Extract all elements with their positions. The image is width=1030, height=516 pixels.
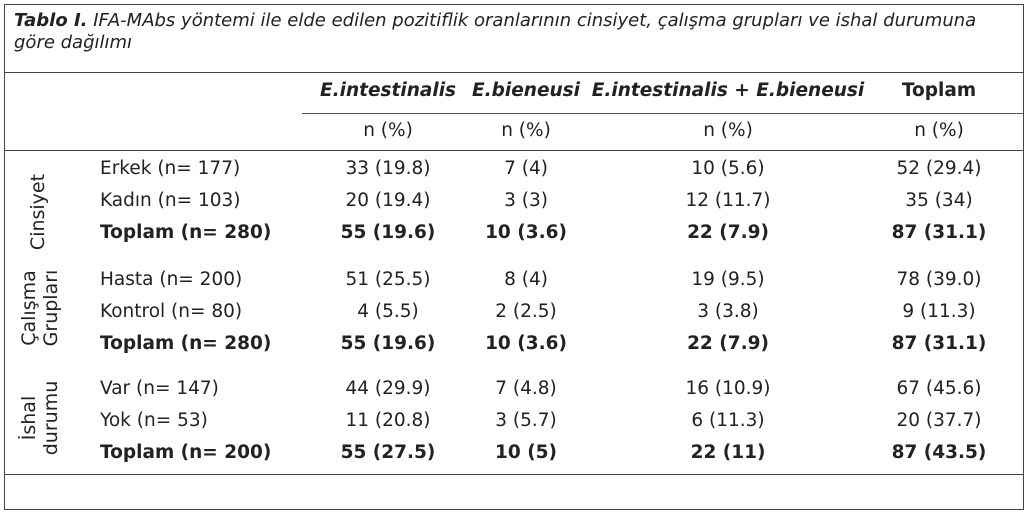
row-label: Kadın (n= 103) — [100, 190, 241, 211]
table-cell: 67 (45.6) — [896, 378, 982, 399]
table-cell: 51 (25.5) — [345, 269, 431, 290]
header-top-rule — [5, 72, 1023, 73]
group-label-ishal-durumu: İshal durumu — [18, 380, 62, 456]
row-label: Var (n= 147) — [100, 378, 219, 399]
table-cell: 10 (5.6) — [691, 158, 765, 179]
table-cell: 9 (11.3) — [902, 301, 976, 322]
caption-label: Tablo I. — [14, 10, 88, 31]
table-cell-total: 55 (19.6) — [340, 222, 436, 243]
header-bottom-rule — [5, 150, 1023, 151]
table-cell: 11 (20.8) — [345, 410, 431, 431]
subheader-n-percent-2: n (%) — [501, 120, 551, 141]
table-cell: 20 (37.7) — [896, 410, 982, 431]
table-cell: 2 (2.5) — [495, 301, 557, 322]
caption-text-line1: IFA-MAbs yöntemi ile elde edilen pozitiflik oranlarının cinsiyet, çalışma grupları ve ishal durumuna — [93, 10, 977, 31]
table-cell-total: 10 (3.6) — [485, 222, 567, 243]
table-cell: 78 (39.0) — [896, 269, 982, 290]
group-label-calisma-gruplari: Çalışma Grupları — [18, 269, 62, 347]
table-cell-total: 22 (11) — [690, 442, 766, 463]
table-cell-total: 87 (43.5) — [891, 442, 987, 463]
row-label-total: Toplam (n= 280) — [100, 222, 272, 243]
row-label: Yok (n= 53) — [100, 410, 208, 431]
header-total: Toplam — [901, 80, 977, 101]
table-cell-total: 22 (7.9) — [687, 333, 769, 354]
subheader-n-percent-1: n (%) — [363, 120, 413, 141]
table-bottom-rule — [5, 474, 1023, 475]
header-e-bieneusi: E.bieneusi — [471, 80, 581, 101]
table-cell: 20 (19.4) — [345, 190, 431, 211]
table-cell: 3 (3) — [504, 190, 548, 211]
table-cell: 19 (9.5) — [691, 269, 765, 290]
table-cell: 7 (4.8) — [495, 378, 557, 399]
table-cell: 3 (3.8) — [697, 301, 759, 322]
table-cell: 16 (10.9) — [685, 378, 771, 399]
row-label: Kontrol (n= 80) — [100, 301, 243, 322]
table-cell: 4 (5.5) — [357, 301, 419, 322]
table-cell-total: 10 (5) — [495, 442, 557, 463]
row-label-total: Toplam (n= 200) — [100, 442, 272, 463]
subheader-n-percent-4: n (%) — [914, 120, 964, 141]
table-cell-total: 22 (7.9) — [687, 222, 769, 243]
row-label: Erkek (n= 177) — [100, 158, 241, 179]
group-label-cinsiyet: Cinsiyet — [27, 173, 49, 251]
caption-text-line2: göre dağılımı — [14, 32, 133, 53]
subheader-n-percent-3: n (%) — [703, 120, 753, 141]
header-e-intestinalis: E.intestinalis — [319, 80, 457, 101]
table-cell: 6 (11.3) — [691, 410, 765, 431]
table-cell-total: 87 (31.1) — [891, 222, 987, 243]
table-cell-total: 55 (27.5) — [340, 442, 436, 463]
table-cell: 7 (4) — [504, 158, 548, 179]
row-label: Hasta (n= 200) — [100, 269, 243, 290]
table-cell: 3 (5.7) — [495, 410, 557, 431]
table-cell-total: 55 (19.6) — [340, 333, 436, 354]
table-cell: 52 (29.4) — [896, 158, 982, 179]
table-caption — [14, 10, 1014, 54]
table-cell-total: 10 (3.6) — [485, 333, 567, 354]
table-cell: 33 (19.8) — [345, 158, 431, 179]
row-label-total: Toplam (n= 280) — [100, 333, 272, 354]
header-mid-rule — [302, 113, 1023, 114]
table-cell: 12 (11.7) — [685, 190, 771, 211]
table-cell-total: 87 (31.1) — [891, 333, 987, 354]
table-cell: 44 (29.9) — [345, 378, 431, 399]
table-cell: 8 (4) — [504, 269, 548, 290]
table-cell: 35 (34) — [905, 190, 973, 211]
header-combined: E.intestinalis + E.bieneusi — [591, 80, 865, 101]
